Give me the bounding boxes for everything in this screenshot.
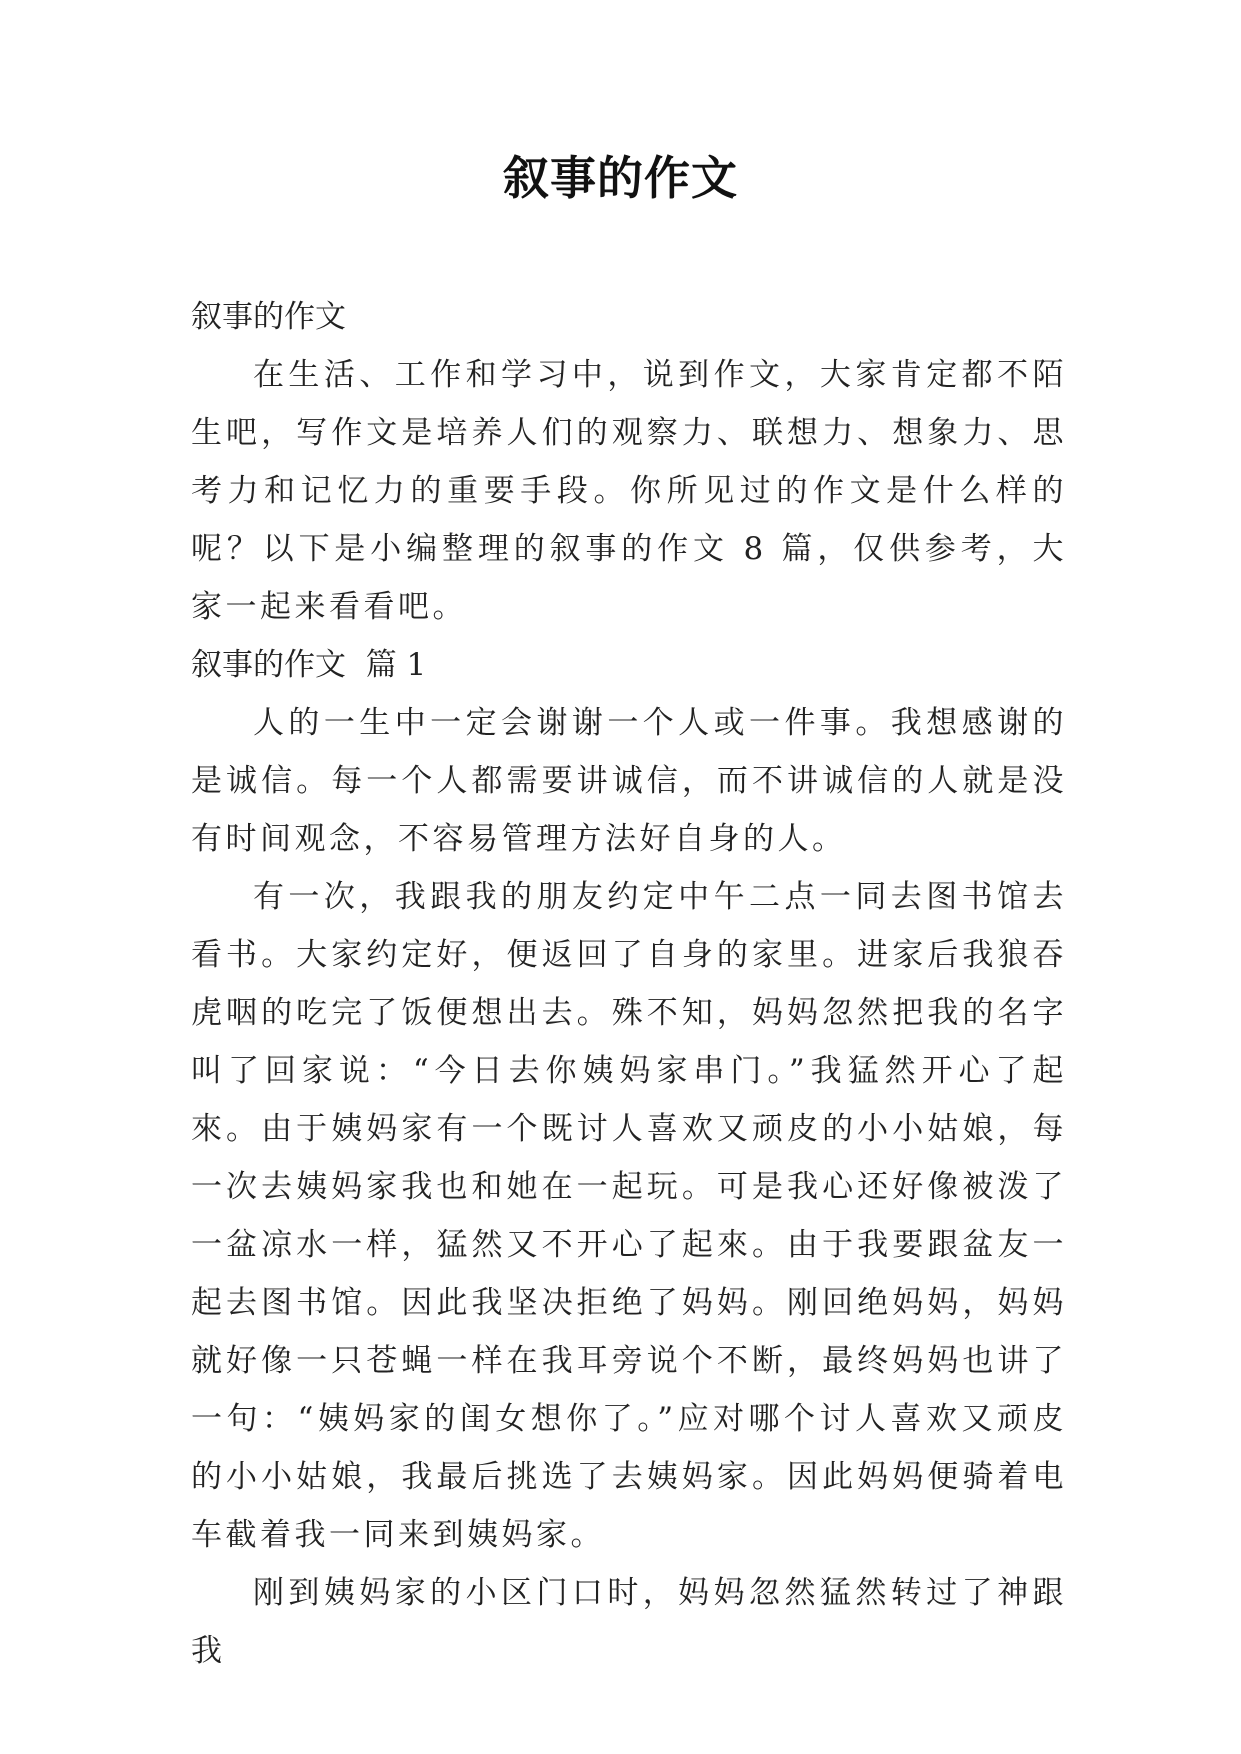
body-paragraph: 人的一生中一定会谢谢一个人或一件事。我想感谢的是诚信。每一个人都需要讲诚信，而不讲诚信的人就是没有时间观念，不容易管理方法好自身的人。 <box>191 705 1067 857</box>
document-title: 叙事的作文 <box>503 151 738 205</box>
intro-paragraph: 在生活、工作和学习中，说到作文，大家肯定都不陌生吧，写作文是培养人们的观察力、联想力、想象力、思考力和记忆力的重要手段。你所见过的作文是什么样的呢？以下是小编整理的叙事的作文 8 篇，仅供参考，大家一起来看看吧。 <box>191 357 1067 625</box>
body-paragraph: 有一次，我跟我的朋友约定中午二点一同去图书馆去看书。大家约定好，便返回了自身的家里。进家后我狼吞虎咽的吃完了饭便想出去。殊不知，妈妈忽然把我的名字叫了回家说：“今日去你姨妈家串门。”我猛然开心了起來。由于姨妈家有一个既讨人喜欢又顽皮的小小姑娘，每一次去姨妈家我也和她在一起玩。可是我心还好像被泼了一盆凉水一样，猛然又不开心了起來。由于我要跟盆友一起去图书馆。因此我坚决拒绝了妈妈。刚回绝妈妈，妈妈就好像一只苍蝇一样在我耳旁说个不断，最终妈妈也讲了一句：“姨妈家的闺女想你了。”应对哪个讨人喜欢又顽皮的小小姑娘，我最后挑选了去姨妈家。因此妈妈便骑着电车截着我一同来到姨妈家。 <box>191 879 1067 1553</box>
section-heading: 叙事的作文 篇 1 <box>191 647 427 683</box>
document-body <box>191 288 1067 1680</box>
intro-heading: 叙事的作文 <box>191 299 346 335</box>
body-paragraph: 刚到姨妈家的小区门口时，妈妈忽然猛然转过了神跟我 <box>191 1575 1067 1669</box>
